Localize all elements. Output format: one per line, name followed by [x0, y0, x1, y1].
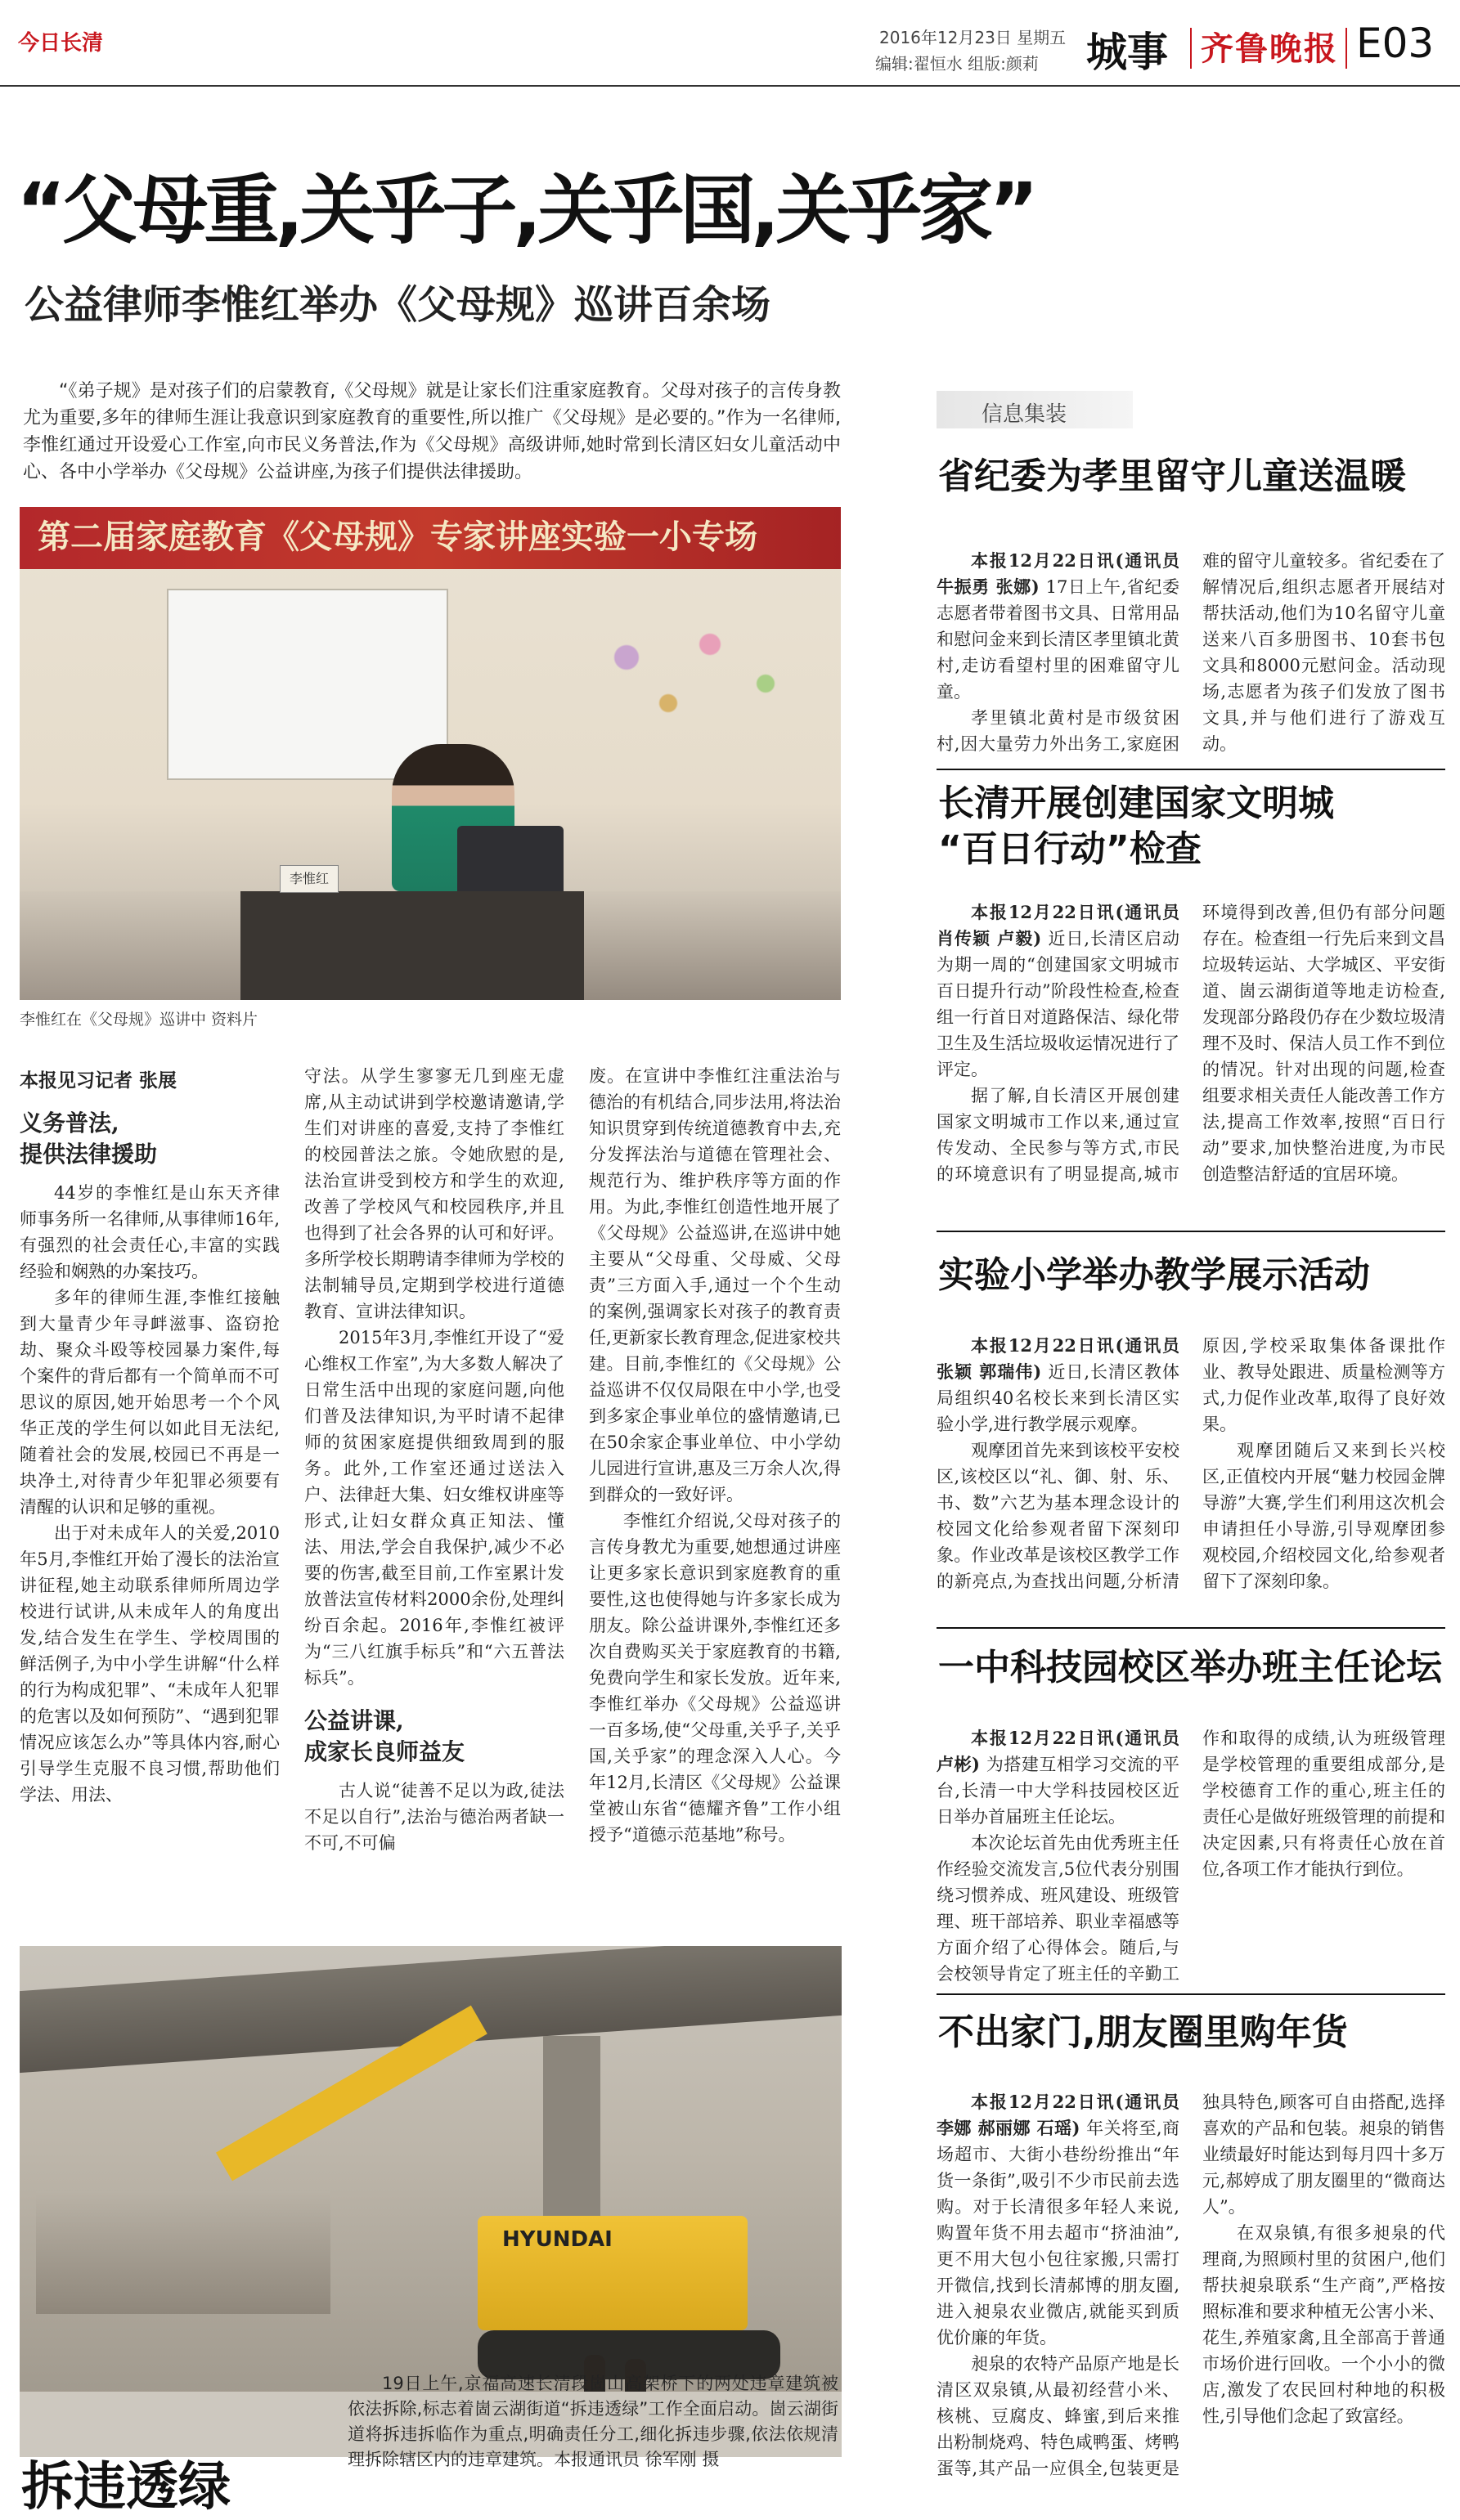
classroom-seats [20, 891, 240, 1000]
news-body-3 [937, 1333, 1445, 1594]
subhead-2: 公益讲课, 成家长良师益友 [304, 1707, 465, 1765]
c2-p3: 古人说“徒善不足以为政,徒法不足以自行”,法治与德治两者缺一不可,不可偏 [304, 1781, 564, 1853]
c3-p1: 废。在宣讲中李惟红注重法治与德治的有机结合,同步法用,将法治知识贯穿到传统道德教育中去,充分发挥法治与道德在管理社会、规范行为、维护秩序等方面的作用。为此,李惟红创造性地开展了《父母规》公益巡讲,在巡讲中她主要从“父母重、父母威、父母责”三方面入手,通过一个个生动的案例,强调家长对孩子的教育责任,更新家长教育理念,促进家校共建。目前,李惟红的《父母规》公益巡讲不仅仅局限在中小学,也受到多家企事业单位的盛情邀请,已在50余家企事业单位、中小学幼儿园进行宣讲,惠及三万余人次,得到群众的一致好评。 [589, 1066, 841, 1504]
news-5-p1: 年关将至,商场超市、大街小巷纷纷推出“年货一条街”,吸引不少市民前去选购。对于长清很多年轻人来说,购置年货不用去超市“挤油油”,更不用大包小包往家搬,只需打开微信,找到长清郝博的朋友圈,进入昶泉农业微店,就能买到质优价廉的年货。 [937, 2119, 1179, 2347]
news-byline-5: 本报12月22日讯(通讯员 李娜 郝丽娜 石瑶) [937, 2092, 1179, 2138]
newspaper-logo: 齐鲁晚报 [1201, 29, 1338, 68]
divider-2 [1345, 28, 1347, 69]
laptop [457, 826, 564, 899]
article-column-1 [20, 1108, 280, 1808]
c2-p1: 守法。从学生寥寥无几到座无虚席,从主动试讲到学校邀请邀请,学生们对讲座的喜爱,支持了李惟红的校园普法之旅。令她欣慰的是,法治宣讲受到校方和学生的欢迎,改善了学校风气和校园秩序,并且也得到了社会各界的认可和好评。多所学校长期聘请李律师为学校的法制辅导员,定期到学校进行道德教育、宣讲法律知识。 [304, 1066, 564, 1321]
headline: “父母重,关乎子,关乎国,关乎家” [16, 167, 1035, 254]
c1-p1: 44岁的李惟红是山东天齐律师事务所一名律师,从事律师16年,有强烈的社会责任心,丰富的实践经验和娴熟的办案技巧。 [20, 1183, 280, 1281]
news-title-3: 实验小学举办教学展示活动 [938, 1254, 1370, 1296]
news-rule-1 [937, 769, 1445, 770]
bottom-title: 拆违透绿 [21, 2457, 231, 2518]
section-name: 城事 [1086, 29, 1168, 76]
c3-p2: 李惟红介绍说,父母对孩子的言传身教尤为重要,她想通过讲座让更多家长意识到家庭教育的重要性,这也使得她与许多家长成为朋友。除公益讲课外,李惟红还多次自费购买关于家庭教育的书籍,免费向学生和家长发放。近年来,李惟红举办《父母规》公益巡讲一百多场,使“父母重,关乎子,关乎国,关乎家”的理念深入人心。今年12月,长清区《父母规》公益课堂被山东省“德耀齐鲁”工作小组授予“道德示范基地”称号。 [589, 1511, 841, 1845]
section-label: 今日长清 [18, 31, 104, 56]
lead-paragraph: “《弟子规》是对孩子们的启蒙教育,《父母规》就是让家长们注重家庭教育。父母对孩子的言传身教尤为重要,多年的律师生涯让我意识到家庭教育的重要性,所以推广《父母规》是必要的。”作为一名律师,李惟红通过开设爱心工作室,向市民义务普法,作为《父母规》高级讲师,她时常到长清区妇女儿童活动中心、各中小学举办《父母规》公益讲座,为孩子们提供法律援助。 [23, 381, 841, 482]
editor-line: 编辑:翟恒水 组版:颜莉 [875, 54, 1039, 74]
projection-screen [167, 589, 448, 780]
podium-desk [240, 891, 584, 1000]
bottom-caption: 19日上午,京福高速长清段崮山高架桥下的两处违章建筑被依法拆除,标志着崮云湖街道“拆违透绿”工作全面启动。崮云湖街道将拆违拆临作为重点,明确责任分工,细化拆违步骤,依法依规清理拆除辖区内的违章建筑。本报通讯员 徐军刚 摄 [348, 2374, 838, 2469]
ruined-building [36, 2191, 330, 2314]
news-3-p1: 近日,长清区教体局组织40名校长来到长清区实验小学,进行教学展示观摩。 [937, 1362, 1179, 1434]
overpass-pillar [543, 2036, 600, 2224]
news-4-p1: 为搭建互相学习交流的平台,长清一中大学科技园校区近日举办首届班主任论坛。 [937, 1755, 1180, 1827]
news-body-5 [937, 2089, 1445, 2498]
article-column-3 [589, 1063, 841, 1848]
banner-text: 第二届家庭教育《父母规》专家讲座实验一小专场 [38, 518, 757, 556]
lecture-photo [20, 507, 841, 1000]
news-title-5: 不出家门,朋友圈里购年货 [938, 2011, 1348, 2053]
article-column-2 [304, 1063, 564, 1856]
page-header [0, 0, 1460, 90]
news-title-4: 一中科技园校区举办班主任论坛 [938, 1647, 1442, 1688]
sidebar-label-text: 信息集装 [982, 402, 1067, 427]
divider-1 [1190, 28, 1192, 69]
news-5-p3: 在双泉镇,有很多昶泉的代理商,为照顾村里的贫困户,他们帮扶昶泉联系“生产商”,严格按照标准和要求种植无公害小米、花生,养殖家禽,且全部高于普通市场价进行回收。一个小小的微店,激发了农民回村种地的积极性,引导他们念起了致富经。 [1202, 2223, 1445, 2426]
news-3-p2: 观摩团首先来到该校平安校区,该校区以“礼、御、射、乐、书、数”六艺为基本理念设计的校园文化给参观者留下深刻印象。作业改革是该校区教学工作的新亮点,为查找出问题,分析清原因,学校采取集体备课批作业、教导处跟进、质量检测等方式,力促作业改革,取得了良好效果。 [937, 1336, 1445, 1591]
subheadline: 公益律师李惟红举办《父母规》巡讲百余场 [25, 282, 771, 328]
news-rule-4 [937, 1993, 1445, 1995]
news-byline-2: 本报12月22日讯(通讯员 肖传颖 卢毅) [937, 902, 1179, 948]
byline: 本报见习记者 张展 [20, 1070, 177, 1092]
subhead-1: 义务普法, 提供法律援助 [20, 1110, 158, 1168]
news-rule-2 [937, 1231, 1445, 1232]
photo-caption: 李惟红在《父母规》巡讲中 资料片 [20, 1011, 258, 1029]
news-title-1: 省纪委为孝里留守儿童送温暖 [938, 455, 1406, 497]
excavator-brand: HYUNDAI [502, 2227, 613, 2252]
news-4-p2: 本次论坛首先由优秀班主任作经验交流发言,5位代表分别围绕习惯养成、班风建设、班级管理、班干部培养、职业幸福感等方面介绍了心得体会。随后,与会校领导肯定了班主任的辛勤工作和取得的成绩,认为班级管理是学校管理的重要组成部分,是学校德育工作的重心,班主任的责任心是做好班级管理的前提和决定因素,只有将责任心放在首位,各项工作才能执行到位。 [937, 1729, 1445, 1984]
sidebar-label [937, 391, 1133, 428]
news-body-4 [937, 1725, 1445, 1987]
news-3-p3: 观摩团随后又来到长兴校区,正值校内开展“魅力校园金牌导游”大赛,学生们利用这次机会申请担任小导游,引导观摩团参观校园,介绍校园文化,给参观者留下了深刻印象。 [1202, 1441, 1445, 1591]
news-1-p1: 17日上午,省纪委志愿者带着图书文具、日常用品和慰问金来到长清区孝里镇北黄村,走访看望村里的困难留守儿童。 [937, 577, 1179, 702]
c1-p2: 多年的律师生涯,李惟红接触到大量青少年寻衅滋事、盗窃抢劫、聚众斗殴等校园暴力案件,每个案件的背后都有一个简单而不可思议的原因,她开始思考一个个风华正茂的学生何以如此目无法纪,随着社会的发展,校园已不再是一块净土,对待青少年犯罪必须要有清醒的认识和足够的重视。 [20, 1288, 280, 1517]
news-rule-3 [937, 1627, 1445, 1629]
c2-p2: 2015年3月,李惟红开设了“爱心维权工作室”,为大多数人解决了日常生活中出现的家庭问题,向他们普及法律知识,为平时请不起律师的贫困家庭提供细致周到的服务。此外,工作室还通过送法入户、法律赶大集、妇女维权讲座等形式,让妇女群众真正知法、懂法、用法,学会自我保护,减少不必要的伤害,截至目前,工作室累计发放普法宣传材料2000余份,处理纠纷百余起。2016年,李惟红被评为“三八红旗手标兵”和“六五普法标兵”。 [304, 1328, 564, 1688]
classroom-seats-right [584, 891, 841, 1000]
nameplate: 李惟红 [280, 865, 339, 893]
news-2-p1: 近日,长清区启动为期一周的“创建国家文明城市百日提升行动”阶段性检查,检查组一行首日对道路保洁、绿化带卫生及生活垃圾收运情况进行了评定。 [937, 929, 1179, 1079]
news-5-p2: 昶泉的农特产品原产地是长清区双泉镇,从最初经营小米、核桃、豆腐皮、蜂蜜,到后来推出粉制烧鸡、特色咸鸭蛋、烤鸭蛋等,其产品一应俱全,包装更是独具特色,顾客可自由搭配,选择喜欢的产品和包装。昶泉的销售业绩最好时能达到每月四十多万元,郝婷成了朋友圈里的“微商达人”。 [937, 2092, 1445, 2478]
news-byline-1: 本报12月22日讯(通讯员 牛振勇 张娜) [937, 550, 1179, 597]
page-number: E03 [1356, 20, 1435, 67]
excavator-body [478, 2216, 748, 2330]
news-byline-3: 本报12月22日讯(通讯员 张颖 郭瑞伟) [937, 1335, 1179, 1382]
c1-p3: 出于对未成年人的关爱,2010年5月,李惟红开始了漫长的法治宣讲征程,她主动联系律师所周边学校进行试讲,从未成年人的角度出发,结合发生在学生、学校周围的鲜活例子,为中小学生讲解“什么样的行为构成犯罪”、“未成年人犯罪的危害以及如何预防”、“遇到犯罪情况应该怎么办”等具体内容,耐心引导学生克服不良习惯,帮助他们学法、用法、 [20, 1523, 280, 1805]
news-body-2 [937, 899, 1445, 1187]
wall-decoration [543, 605, 821, 736]
header-rule [0, 85, 1460, 87]
date-line: 2016年12月23日 星期五 [879, 28, 1067, 47]
news-title-2: 长清开展创建国家文明城 “百日行动”检查 [938, 782, 1334, 870]
news-byline-4: 本报12月22日讯(通讯员 卢彬) [937, 1728, 1179, 1774]
news-2-p2: 据了解,自长清区开展创建国家文明城市工作以来,通过宣传发动、全民参与等方式,市民的环境意识有了明显提高,城市环境得到改善,但仍有部分问题存在。检查组一行先后来到文昌垃圾转运站、大学城区、平安街道、崮云湖街道等地走访检查,发现部分路段仍存在少数垃圾清理不及时、保洁人员工作不到位的情况。针对出现的问题,检查组要求相关责任人能改善工作方法,提高工作效率,按照“百日行动”要求,加快整治进度,为市民创造整洁舒适的宜居环境。 [937, 903, 1445, 1184]
news-1-p2: 孝里镇北黄村是市级贫困村,因大量劳力外出务工,家庭困难的留守儿童较多。省纪委在了解情况后,组织志愿者开展结对帮扶活动,他们为10名留守儿童送来八百多册图书、10套书包文具和8000元慰问金。活动现场,志愿者为孩子们发放了图书文具,并与他们进行了游戏互动。 [937, 551, 1445, 754]
news-body-1 [937, 548, 1445, 760]
